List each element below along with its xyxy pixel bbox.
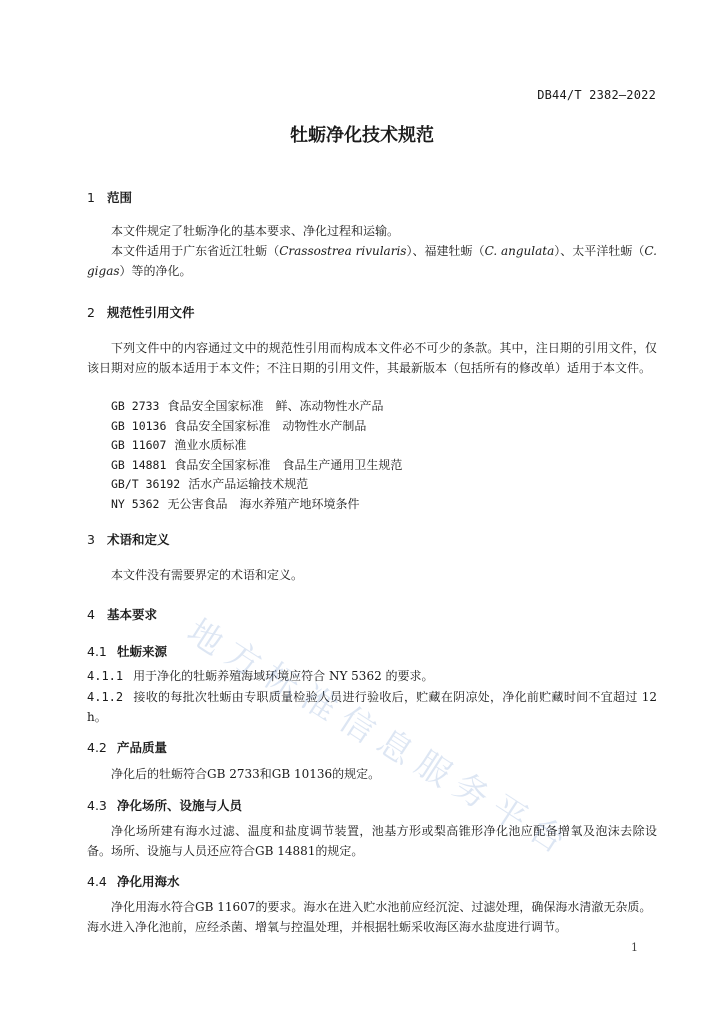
section-title: 基本要求: [107, 607, 158, 622]
clause-text: 用于净化的牡蛎养殖海域环境应符合 NY 5362 的要求。: [133, 669, 434, 683]
section-number: 4.3: [87, 798, 107, 813]
text-run: ）、太平洋牡蛎（: [554, 244, 645, 258]
scope-paragraph-2: [87, 242, 657, 281]
reference-item: [111, 397, 402, 417]
reference-name: 食品安全国家标准 动物性水产制品: [174, 418, 367, 433]
reference-item: [111, 495, 402, 515]
text-run: 本文件适用于广东省近江牡蛎（: [111, 244, 280, 258]
reference-code: GB 14881: [111, 457, 167, 472]
document-title: 牡蛎净化技术规范: [290, 125, 434, 146]
section-number: 2: [87, 305, 95, 320]
watermark-char: 方: [217, 633, 269, 686]
section-title: 牡蛎来源: [117, 644, 168, 659]
species-name: C. angulata: [484, 244, 555, 258]
reference-name: 食品安全国家标准 食品生产通用卫生规范: [174, 457, 403, 472]
seawater-paragraph-1: 净化用海水符合GB 11607的要求。海水在进入贮水池前应经沉淀、过滤处理，确保海水清澈无杂质。: [111, 900, 652, 914]
section-title: 产品质量: [117, 740, 168, 755]
watermark-char: 息: [369, 721, 421, 774]
reference-item: [111, 456, 402, 476]
clause-4-1-1: [87, 667, 657, 687]
watermark-char: 地: [179, 611, 231, 664]
section-title: 术语和定义: [107, 532, 170, 547]
section-1-heading: [87, 188, 132, 206]
clause-text: 接收的每批次牡蛎由专职质量检验人员进行验收后，贮藏在阴凉处，净化前贮藏时间不宜超过 12 h。: [87, 690, 657, 724]
facilities-paragraph: 净化场所建有海水过滤、温度和盐度调节装置，池基方形或梨高锥形净化池应配备增氧及泡沫去除设备。场所、设施与人员还应符合GB 14881的规定。: [87, 824, 657, 858]
section-4-4-heading: [87, 872, 180, 890]
reference-code: GB 2733: [111, 399, 160, 413]
section-title: 净化用海水: [117, 874, 180, 889]
section-title: 净化场所、设施与人员: [117, 798, 243, 813]
page-number: 1: [631, 941, 638, 954]
reference-code: GB 10136: [111, 418, 167, 433]
reference-name: 渔业水质标准: [174, 438, 247, 452]
species-name: Crassostrea rivularis: [279, 244, 407, 258]
watermark-char: 标: [255, 655, 307, 708]
section-number: 4.1: [87, 644, 107, 659]
reference-list: [111, 397, 402, 514]
watermark-char: 平: [483, 787, 535, 840]
watermark-char: 务: [445, 765, 497, 818]
terms-paragraph: 本文件没有需要界定的术语和定义。: [111, 568, 304, 582]
section-number: 4.2: [87, 740, 107, 755]
clause-number: 4.1.1: [87, 669, 124, 683]
references-intro: 下列文件中的内容通过文中的规范性引用而构成本文件必不可少的条款。其中，注日期的引用文件，仅该日期对应的版本适用于本文件；不注日期的引用文件，其最新版本（包括所有的修改单）适用于本文件。: [87, 341, 657, 375]
clause-4-1-2: [87, 688, 657, 727]
section-title: 规范性引用文件: [107, 305, 195, 320]
section-number: 4.4: [87, 874, 107, 889]
reference-item: [111, 417, 402, 437]
reference-name: 活水产品运输技术规范: [188, 477, 309, 491]
section-number: 1: [87, 190, 95, 205]
watermark-char: 服: [407, 743, 459, 796]
section-4-2-heading: [87, 738, 167, 756]
reference-code: GB/T 36192: [111, 477, 181, 491]
text-run: ）等的净化。: [119, 263, 192, 278]
reference-item: [111, 436, 402, 456]
product-quality-paragraph: 净化后的牡蛎符合GB 2733和GB 10136的规定。: [111, 767, 381, 781]
section-2-heading: [87, 303, 195, 321]
section-4-1-heading: [87, 642, 167, 660]
section-3-heading: [87, 530, 170, 548]
reference-name: 无公害食品 海水养殖产地环境条件: [167, 496, 360, 511]
reference-code: GB 11607: [111, 438, 167, 452]
section-title: 范围: [107, 190, 133, 205]
standard-code: DB44/T 2382—2022: [537, 88, 656, 102]
reference-name: 食品安全国家标准 鲜、冻动物性水产品: [167, 399, 384, 413]
seawater-paragraph-2: 海水进入净化池前，应经杀菌、增氧与控温处理，并根据牡蛎采收海区海水盐度进行调节。: [87, 920, 568, 934]
section-number: 4: [87, 607, 95, 622]
watermark-char: 准: [293, 677, 345, 730]
section-4-heading: [87, 605, 157, 623]
section-number: 3: [87, 532, 95, 547]
watermark-char: 信: [331, 699, 383, 752]
text-run: ）、福建牡蛎（: [406, 244, 485, 258]
scope-paragraph-1: 本文件规定了牡蛎净化的基本要求、净化过程和运输。: [111, 224, 400, 238]
reference-code: NY 5362: [111, 496, 160, 511]
species-name: C. gigas: [87, 244, 657, 278]
reference-item: [111, 475, 402, 495]
clause-number: 4.1.2: [87, 690, 124, 704]
watermark-char: 台: [521, 809, 573, 862]
section-4-3-heading: [87, 796, 242, 814]
